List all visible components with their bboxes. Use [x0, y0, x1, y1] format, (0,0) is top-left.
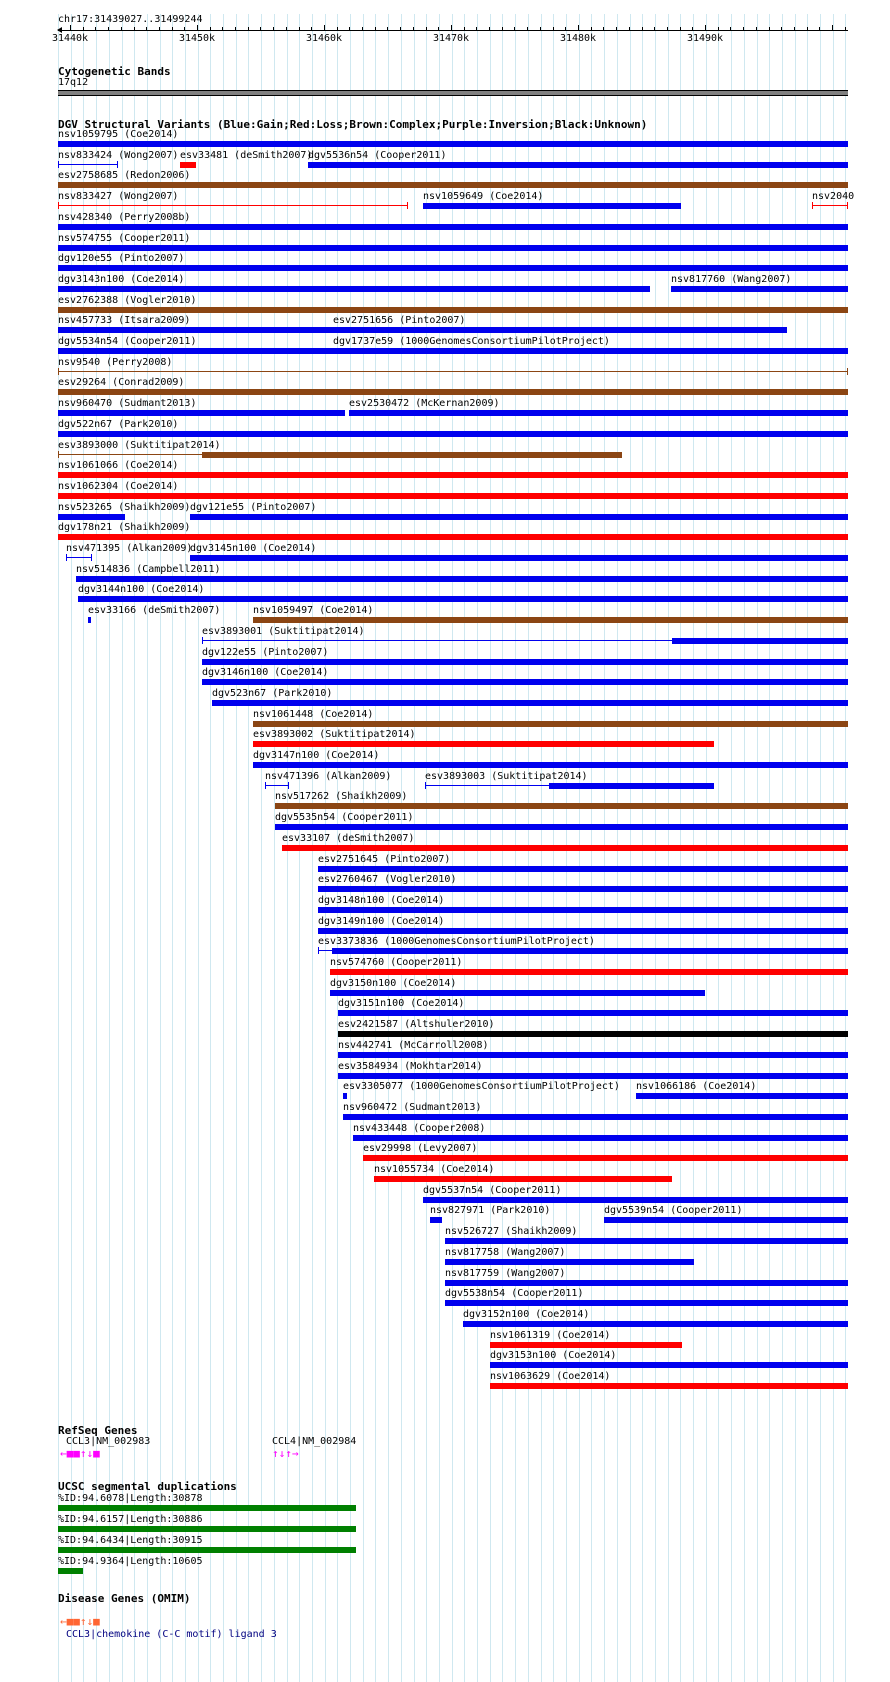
- dgv-feature-bar[interactable]: [445, 1280, 848, 1286]
- dgv-feature-label[interactable]: dgv5538n54 (Cooper2011): [445, 1288, 584, 1299]
- dgv-feature-bar[interactable]: [253, 762, 848, 768]
- dgv-feature-label[interactable]: nsv817760 (Wang2007): [671, 274, 792, 285]
- ruler-minor-tick: [540, 27, 541, 31]
- dgv-feature-label[interactable]: esv3893002 (Suktitipat2014): [253, 729, 416, 740]
- ruler-minor-tick: [756, 27, 757, 31]
- ruler-minor-tick: [692, 27, 693, 31]
- ruler-minor-tick: [337, 27, 338, 31]
- dgv-feature-bar[interactable]: [318, 907, 848, 913]
- ruler-minor-tick: [527, 27, 528, 31]
- ruler-minor-tick: [730, 27, 731, 31]
- cytoband-track-title: Cytogenetic Bands: [58, 65, 171, 78]
- ruler-minor-tick: [680, 27, 681, 31]
- dgv-feature-label[interactable]: dgv178n21 (Shaikh2009): [58, 522, 191, 533]
- dgv-feature-label[interactable]: esv2421587 (Altshuler2010): [338, 1019, 495, 1030]
- dgv-feature-bar[interactable]: [490, 1342, 682, 1348]
- dgv-feature-line[interactable]: [812, 205, 848, 206]
- dgv-feature-label[interactable]: dgv3143n100 (Coe2014): [58, 274, 185, 285]
- dgv-feature-label[interactable]: dgv3150n100 (Coe2014): [330, 978, 457, 989]
- ruler-minor-tick: [794, 27, 795, 31]
- dgv-feature-bar[interactable]: [430, 1217, 442, 1223]
- dgv-feature-label[interactable]: dgv3144n100 (Coe2014): [78, 584, 205, 595]
- ruler-tick-label: 31490k: [686, 33, 724, 44]
- dgv-feature-bar[interactable]: [423, 1197, 848, 1203]
- dgv-feature-label[interactable]: nsv960472 (Sudmant2013): [343, 1102, 482, 1113]
- ruler-minor-tick: [184, 27, 185, 31]
- dgv-feature-bar[interactable]: [330, 990, 705, 996]
- ruler-minor-tick: [311, 27, 312, 31]
- ruler-minor-tick: [387, 27, 388, 31]
- dgv-feature-label[interactable]: dgv5537n54 (Cooper2011): [423, 1185, 562, 1196]
- dgv-feature-label[interactable]: esv3893003 (Suktitipat2014): [425, 771, 588, 782]
- ruler-minor-tick: [210, 27, 211, 31]
- dgv-feature-label[interactable]: nsv526727 (Shaikh2009): [445, 1226, 578, 1237]
- dgv-feature-bar[interactable]: [636, 1093, 848, 1099]
- ruler-major-tick: [705, 25, 706, 31]
- dgv-feature-label[interactable]: dgv523n67 (Park2010): [212, 688, 333, 699]
- dgv-feature-label[interactable]: nsv833427 (Wong2007): [58, 191, 179, 202]
- dgv-feature-label[interactable]: nsv433448 (Cooper2008): [353, 1123, 486, 1134]
- ruler-minor-tick: [134, 27, 135, 31]
- omim-gene-glyph-icon[interactable]: ←■■↑↓■: [60, 1615, 100, 1628]
- segdup-label[interactable]: %ID:94.9364|Length:10605: [58, 1556, 203, 1567]
- ruler-minor-tick: [108, 27, 109, 31]
- dgv-feature-bar[interactable]: [190, 514, 848, 520]
- dgv-feature-bar[interactable]: [58, 389, 848, 395]
- ruler-major-tick: [197, 25, 198, 31]
- dgv-feature-label[interactable]: esv33481 (deSmith2007): [180, 150, 313, 161]
- ruler-minor-tick: [248, 27, 249, 31]
- ruler-major-tick: [578, 25, 579, 31]
- ruler-major-tick: [324, 25, 325, 31]
- dgv-feature-label[interactable]: esv2751645 (Pinto2007): [318, 854, 451, 865]
- dgv-feature-cap: [58, 202, 59, 209]
- dgv-feature-bar[interactable]: [282, 845, 848, 851]
- ruler-minor-tick: [400, 27, 401, 31]
- ruler-range-label: chr17:31439027..31499244: [58, 14, 203, 25]
- ruler-minor-tick: [121, 27, 122, 31]
- dgv-feature-bar[interactable]: [363, 1155, 848, 1161]
- dgv-feature-label[interactable]: nsv817758 (Wang2007): [445, 1247, 566, 1258]
- segdup-label[interactable]: %ID:94.6434|Length:30915: [58, 1535, 203, 1546]
- dgv-feature-bar[interactable]: [604, 1217, 848, 1223]
- ruler-minor-tick: [718, 27, 719, 31]
- dgv-feature-label[interactable]: nsv1061448 (Coe2014): [253, 709, 374, 720]
- ruler-minor-tick: [273, 27, 274, 31]
- dgv-feature-cap: [117, 161, 118, 168]
- ruler-minor-tick: [286, 27, 287, 31]
- ruler-minor-tick: [362, 27, 363, 31]
- dgv-feature-bar[interactable]: [374, 1176, 672, 1182]
- dgv-feature-label[interactable]: nsv442741 (McCarroll2008): [338, 1040, 489, 1051]
- dgv-feature-label[interactable]: dgv3146n100 (Coe2014): [202, 667, 329, 678]
- dgv-feature-bar[interactable]: [353, 1135, 848, 1141]
- dgv-feature-cap: [288, 782, 289, 789]
- cytoband-bar[interactable]: [58, 90, 848, 96]
- dgv-feature-label[interactable]: nsv833424 (Wong2007): [58, 150, 179, 161]
- ruler-minor-tick: [426, 27, 427, 31]
- omim-gene-label[interactable]: CCL3|chemokine (C-C motif) ligand 3: [66, 1629, 277, 1640]
- segdup-bar[interactable]: [58, 1505, 356, 1511]
- ruler-minor-tick: [159, 27, 160, 31]
- dgv-feature-bar[interactable]: [58, 286, 650, 292]
- dgv-feature-label[interactable]: dgv120e55 (Pinto2007): [58, 253, 185, 264]
- omim-track-title: Disease Genes (OMIM): [58, 1592, 191, 1605]
- ruler-minor-tick: [743, 27, 744, 31]
- dgv-feature-bar[interactable]: [202, 679, 848, 685]
- ruler-minor-tick: [629, 27, 630, 31]
- dgv-feature-bar[interactable]: [58, 307, 848, 313]
- dgv-feature-line[interactable]: [66, 557, 92, 558]
- ruler-minor-tick: [603, 27, 604, 31]
- dgv-feature-cap: [58, 161, 59, 168]
- dgv-feature-bar[interactable]: [58, 348, 333, 354]
- dgv-feature-bar[interactable]: [58, 514, 125, 520]
- dgv-feature-label[interactable]: nsv1062304 (Coe2014): [58, 481, 179, 492]
- dgv-feature-bar[interactable]: [549, 783, 714, 789]
- ruler-minor-tick: [616, 27, 617, 31]
- dgv-feature-label[interactable]: nsv817759 (Wang2007): [445, 1268, 566, 1279]
- dgv-feature-label[interactable]: nsv574760 (Cooper2011): [330, 957, 463, 968]
- dgv-feature-bar[interactable]: [76, 576, 848, 582]
- dgv-feature-label[interactable]: esv3893001 (Suktitipat2014): [202, 626, 365, 637]
- dgv-feature-label[interactable]: nsv1059649 (Coe2014): [423, 191, 544, 202]
- dgv-feature-bar[interactable]: [190, 555, 848, 561]
- dgv-feature-label[interactable]: dgv3151n100 (Coe2014): [338, 998, 465, 1009]
- dgv-feature-label[interactable]: dgv5536n54 (Cooper2011): [308, 150, 447, 161]
- dgv-feature-bar[interactable]: [343, 1114, 848, 1120]
- dgv-feature-label[interactable]: esv33166 (deSmith2007): [88, 605, 221, 616]
- ruler-minor-tick: [654, 27, 655, 31]
- dgv-feature-bar[interactable]: [58, 265, 848, 271]
- ruler-minor-tick: [260, 27, 261, 31]
- dgv-feature-label[interactable]: esv29998 (Levy2007): [363, 1143, 478, 1154]
- dgv-feature-cap: [58, 368, 59, 375]
- dgv-feature-line[interactable]: [425, 785, 549, 786]
- dgv-feature-bar[interactable]: [338, 1031, 848, 1037]
- dgv-feature-cap: [847, 368, 848, 375]
- dgv-feature-label[interactable]: dgv1737e59 (1000GenomesConsortiumPilotProject): [333, 336, 610, 347]
- ruler-minor-tick: [464, 27, 465, 31]
- dgv-feature-label[interactable]: nsv1063629 (Coe2014): [490, 1371, 611, 1382]
- ruler-major-tick: [70, 25, 71, 31]
- ruler-minor-tick: [95, 27, 96, 31]
- ruler-minor-tick: [591, 27, 592, 31]
- dgv-feature-label[interactable]: nsv1066186 (Coe2014): [636, 1081, 757, 1092]
- ruler-minor-tick: [502, 27, 503, 31]
- dgv-feature-label[interactable]: esv2758685 (Redon2006): [58, 170, 191, 181]
- dgv-feature-bar[interactable]: [490, 1383, 848, 1389]
- dgv-feature-label[interactable]: esv2762388 (Vogler2010): [58, 295, 197, 306]
- dgv-feature-bar[interactable]: [253, 721, 848, 727]
- dgv-feature-bar[interactable]: [253, 741, 714, 747]
- dgv-feature-bar[interactable]: [58, 493, 848, 499]
- dgv-feature-label[interactable]: dgv122e55 (Pinto2007): [202, 647, 329, 658]
- dgv-feature-label[interactable]: dgv5535n54 (Cooper2011): [275, 812, 414, 823]
- dgv-feature-line[interactable]: [58, 371, 848, 372]
- dgv-feature-bar[interactable]: [672, 638, 848, 644]
- ruler-tick-label: 31480k: [559, 33, 597, 44]
- dgv-feature-bar[interactable]: [333, 348, 848, 354]
- ruler-minor-tick: [819, 27, 820, 31]
- segdup-bar[interactable]: [58, 1526, 356, 1532]
- dgv-feature-bar[interactable]: [58, 431, 848, 437]
- dgv-feature-line[interactable]: [202, 640, 672, 641]
- ruler-minor-tick: [476, 27, 477, 31]
- dgv-feature-bar[interactable]: [180, 162, 196, 168]
- dgv-feature-cap: [91, 554, 92, 561]
- dgv-feature-label[interactable]: nsv1061066 (Coe2014): [58, 460, 179, 471]
- segdup-label[interactable]: %ID:94.6157|Length:30886: [58, 1514, 203, 1525]
- ruler-minor-tick: [349, 27, 350, 31]
- ruler-minor-tick: [769, 27, 770, 31]
- dgv-feature-label[interactable]: nsv1061319 (Coe2014): [490, 1330, 611, 1341]
- ruler-tick-label: 31450k: [178, 33, 216, 44]
- refseq-gene-label[interactable]: CCL3|NM_002983: [66, 1436, 151, 1447]
- ruler-minor-tick: [83, 27, 84, 31]
- dgv-feature-bar[interactable]: [445, 1238, 848, 1244]
- dgv-feature-label[interactable]: nsv9540 (Perry2008): [58, 357, 173, 368]
- dgv-feature-bar[interactable]: [58, 410, 345, 416]
- ruler-tick-label: 31440k: [51, 33, 89, 44]
- dgv-feature-bar[interactable]: [463, 1321, 848, 1327]
- dgv-feature-bar[interactable]: [253, 617, 848, 623]
- dgv-feature-label[interactable]: nsv514836 (Campbell2011): [76, 564, 221, 575]
- ruler-minor-tick: [642, 27, 643, 31]
- ruler-minor-tick: [413, 27, 414, 31]
- dgv-feature-label[interactable]: nsv471396 (Alkan2009): [265, 771, 392, 782]
- dgv-feature-bar[interactable]: [349, 410, 848, 416]
- segdup-track-title: UCSC segmental duplications: [58, 1480, 237, 1493]
- dgv-feature-bar[interactable]: [343, 1093, 347, 1099]
- dgv-feature-bar[interactable]: [490, 1362, 848, 1368]
- dgv-feature-label[interactable]: esv29264 (Conrad2009): [58, 377, 185, 388]
- dgv-feature-cap: [318, 947, 319, 954]
- dgv-feature-label[interactable]: nsv1059795 (Coe2014): [58, 129, 179, 140]
- cytoband-label[interactable]: 17q12: [58, 77, 89, 88]
- dgv-feature-cap: [425, 782, 426, 789]
- gene-glyph-ccl3-icon[interactable]: ←■■↑↓■: [60, 1447, 100, 1460]
- dgv-feature-bar[interactable]: [58, 534, 848, 540]
- dgv-feature-cap: [265, 782, 266, 789]
- ruler-tick-label: 31460k: [305, 33, 343, 44]
- dgv-feature-bar[interactable]: [338, 1010, 848, 1016]
- segdup-bar[interactable]: [58, 1568, 83, 1574]
- dgv-feature-bar[interactable]: [88, 617, 91, 623]
- gene-glyph-ccl4-icon[interactable]: ↑↓↑→: [272, 1447, 299, 1460]
- ruler-minor-tick: [235, 27, 236, 31]
- ruler-tick-label: 31470k: [432, 33, 470, 44]
- dgv-feature-label[interactable]: nsv2040: [812, 191, 855, 202]
- dgv-feature-label[interactable]: esv3373836 (1000GenomesConsortiumPilotProject): [318, 936, 595, 947]
- dgv-feature-label[interactable]: esv3305077 (1000GenomesConsortiumPilotProject): [343, 1081, 620, 1092]
- dgv-feature-bar[interactable]: [58, 327, 333, 333]
- dgv-feature-bar[interactable]: [58, 245, 848, 251]
- dgv-feature-label[interactable]: nsv827971 (Park2010): [430, 1205, 551, 1216]
- segdup-label[interactable]: %ID:94.6078|Length:30878: [58, 1493, 203, 1504]
- dgv-feature-bar[interactable]: [58, 472, 848, 478]
- dgv-feature-cap: [66, 554, 67, 561]
- dgv-feature-cap: [407, 202, 408, 209]
- ruler-minor-tick: [172, 27, 173, 31]
- dgv-feature-label[interactable]: nsv471395 (Alkan2009): [66, 543, 193, 554]
- refseq-track-title: RefSeq Genes: [58, 1424, 138, 1437]
- refseq-gene-label[interactable]: CCL4|NM_002984: [272, 1436, 357, 1447]
- dgv-feature-label[interactable]: nsv457733 (Itsara2009): [58, 315, 191, 326]
- ruler-major-tick: [832, 25, 833, 31]
- dgv-feature-label[interactable]: esv33107 (deSmith2007): [282, 833, 415, 844]
- dgv-feature-line[interactable]: [58, 205, 408, 206]
- dgv-feature-line[interactable]: [58, 164, 118, 165]
- dgv-feature-bar[interactable]: [202, 659, 848, 665]
- segdup-bar[interactable]: [58, 1547, 356, 1553]
- dgv-feature-bar[interactable]: [445, 1300, 848, 1306]
- ruler-minor-tick: [222, 27, 223, 31]
- dgv-feature-label[interactable]: nsv1055734 (Coe2014): [374, 1164, 495, 1175]
- dgv-feature-label[interactable]: dgv3153n100 (Coe2014): [490, 1350, 617, 1361]
- dgv-feature-label[interactable]: dgv121e55 (Pinto2007): [190, 502, 317, 513]
- dgv-feature-label[interactable]: dgv3152n100 (Coe2014): [463, 1309, 590, 1320]
- dgv-feature-bar[interactable]: [423, 203, 681, 209]
- ruler-minor-tick: [146, 27, 147, 31]
- dgv-feature-bar[interactable]: [318, 866, 848, 872]
- ruler-minor-tick: [553, 27, 554, 31]
- dgv-feature-bar[interactable]: [202, 452, 622, 458]
- dgv-feature-label[interactable]: dgv3149n100 (Coe2014): [318, 916, 445, 927]
- dgv-feature-label[interactable]: esv2760467 (Vogler2010): [318, 874, 457, 885]
- dgv-feature-label[interactable]: nsv960470 (Sudmant2013): [58, 398, 197, 409]
- dgv-feature-label[interactable]: esv3893000 (Suktitipat2014): [58, 440, 221, 451]
- dgv-feature-bar[interactable]: [58, 141, 848, 147]
- dgv-feature-bar[interactable]: [58, 182, 848, 188]
- dgv-feature-bar[interactable]: [330, 969, 848, 975]
- ruler-minor-tick: [845, 27, 846, 31]
- dgv-track-title: DGV Structural Variants (Blue:Gain;Red:Loss;Brown:Complex;Purple:Inversion;Black:Unknown): [58, 118, 648, 131]
- dgv-feature-label[interactable]: dgv3148n100 (Coe2014): [318, 895, 445, 906]
- ruler-major-tick: [451, 25, 452, 31]
- dgv-feature-cap: [812, 202, 813, 209]
- dgv-feature-label[interactable]: esv3584934 (Mokhtar2014): [338, 1061, 483, 1072]
- ruler-minor-tick: [807, 27, 808, 31]
- ruler-minor-tick: [667, 27, 668, 31]
- dgv-feature-line[interactable]: [58, 454, 202, 455]
- dgv-feature-bar[interactable]: [445, 1259, 694, 1265]
- dgv-feature-bar[interactable]: [308, 162, 848, 168]
- dgv-feature-bar[interactable]: [212, 700, 848, 706]
- dgv-feature-line[interactable]: [265, 785, 289, 786]
- ruler-minor-tick: [565, 27, 566, 31]
- dgv-feature-label[interactable]: dgv5539n54 (Cooper2011): [604, 1205, 743, 1216]
- dgv-feature-cap: [847, 202, 848, 209]
- dgv-feature-label[interactable]: esv2751656 (Pinto2007): [333, 315, 466, 326]
- dgv-feature-label[interactable]: dgv5534n54 (Cooper2011): [58, 336, 197, 347]
- dgv-feature-label[interactable]: dgv522n67 (Park2010): [58, 419, 179, 430]
- dgv-feature-bar[interactable]: [338, 1052, 848, 1058]
- ruler-minor-tick: [299, 27, 300, 31]
- dgv-feature-bar[interactable]: [338, 1073, 848, 1079]
- dgv-feature-label[interactable]: nsv574755 (Cooper2011): [58, 233, 191, 244]
- ruler-minor-tick: [514, 27, 515, 31]
- dgv-feature-bar[interactable]: [275, 803, 848, 809]
- dgv-feature-cap: [58, 451, 59, 458]
- ruler-minor-tick: [489, 27, 490, 31]
- dgv-feature-bar[interactable]: [318, 886, 848, 892]
- dgv-feature-label[interactable]: nsv517262 (Shaikh2009): [275, 791, 408, 802]
- ruler-minor-tick: [781, 27, 782, 31]
- dgv-feature-bar[interactable]: [671, 286, 848, 292]
- ruler-minor-tick: [438, 27, 439, 31]
- dgv-feature-bar[interactable]: [78, 596, 848, 602]
- dgv-feature-bar[interactable]: [275, 824, 848, 830]
- dgv-feature-label[interactable]: dgv3147n100 (Coe2014): [253, 750, 380, 761]
- dgv-feature-label[interactable]: esv2530472 (McKernan2009): [349, 398, 500, 409]
- dgv-feature-bar[interactable]: [332, 948, 848, 954]
- dgv-feature-label[interactable]: nsv428340 (Perry2008b): [58, 212, 191, 223]
- dgv-feature-label[interactable]: nsv1059497 (Coe2014): [253, 605, 374, 616]
- dgv-feature-cap: [202, 637, 203, 644]
- ruler-minor-tick: [375, 27, 376, 31]
- dgv-feature-bar[interactable]: [58, 224, 848, 230]
- dgv-feature-bar[interactable]: [333, 327, 787, 333]
- dgv-feature-label[interactable]: dgv3145n100 (Coe2014): [190, 543, 317, 554]
- dgv-feature-line[interactable]: [318, 950, 332, 951]
- dgv-feature-label[interactable]: nsv523265 (Shaikh2009): [58, 502, 191, 513]
- dgv-feature-bar[interactable]: [318, 928, 848, 934]
